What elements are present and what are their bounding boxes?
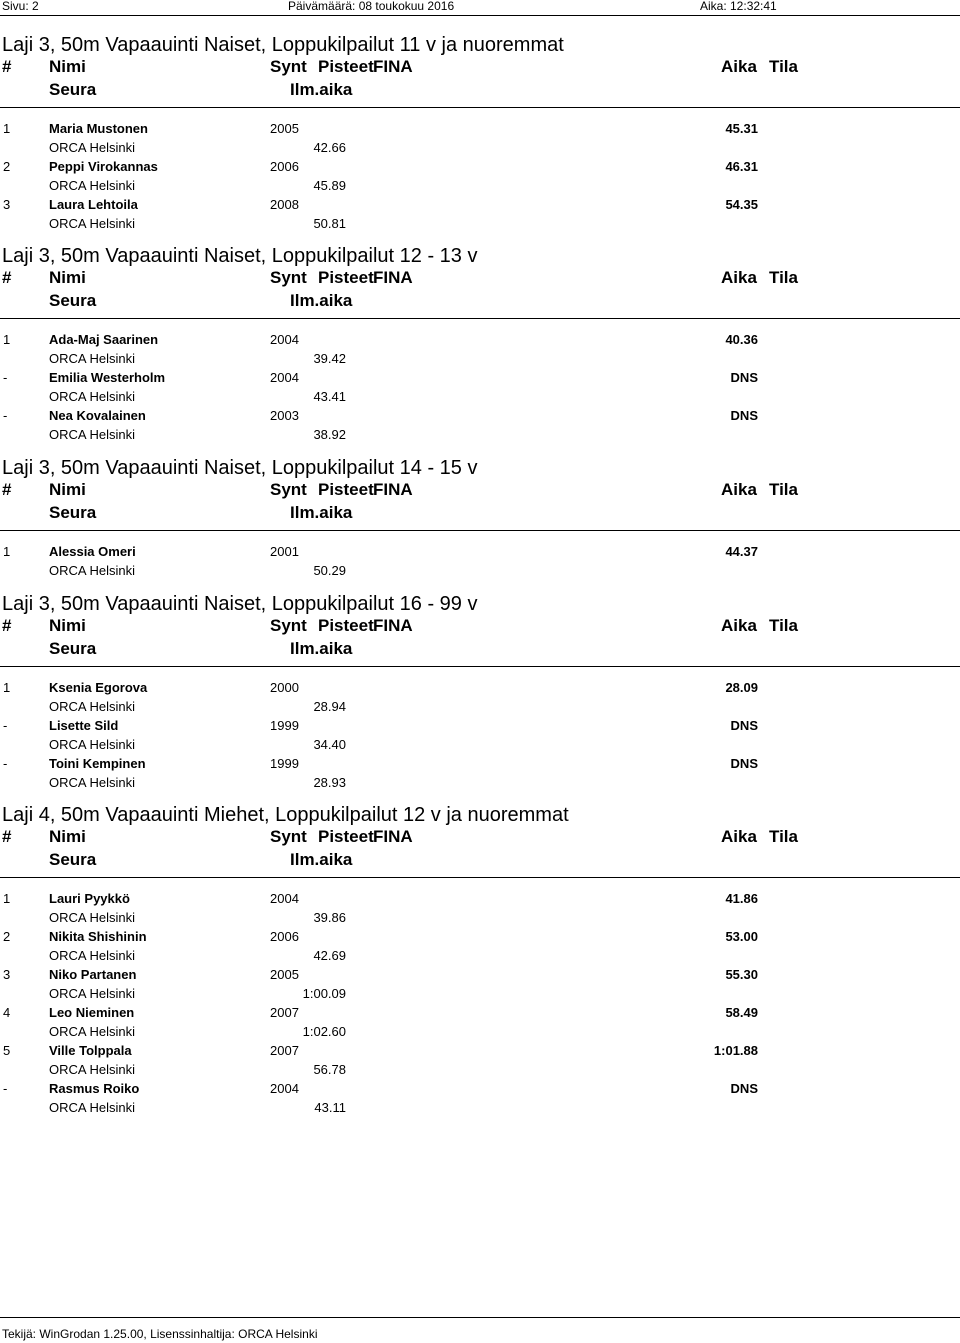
column-header-entry-time: Ilm.aika <box>290 850 353 869</box>
result-row <box>0 408 960 446</box>
club-name: ORCA Helsinki <box>49 1062 135 1077</box>
column-header-birth-year: Synt <box>270 268 307 287</box>
birth-year: 1999 <box>270 718 299 733</box>
birth-year: 2001 <box>270 544 299 559</box>
result-rank: - <box>3 370 8 385</box>
result-row <box>0 1005 960 1043</box>
column-header-club: Seura <box>49 503 97 522</box>
club-name: ORCA Helsinki <box>49 216 135 231</box>
swimmer-name: Ada-Maj Saarinen <box>49 332 159 347</box>
swimmer-name: Maria Mustonen <box>49 121 148 136</box>
club-name: ORCA Helsinki <box>49 775 135 790</box>
column-header-club: Seura <box>49 639 97 658</box>
swimmer-name: Leo Nieminen <box>49 1005 135 1020</box>
column-header-points: Pisteet <box>318 268 374 287</box>
club-name: ORCA Helsinki <box>49 699 135 714</box>
result-time: 55.30 <box>725 967 758 982</box>
event-title: Laji 3, 50m Vapaauinti Naiset, Loppukilpailut 11 v ja nuoremmat <box>2 34 564 56</box>
birth-year: 2008 <box>270 197 299 212</box>
result-rows <box>0 680 960 794</box>
result-time: DNS <box>730 1081 758 1096</box>
result-time: DNS <box>730 370 758 385</box>
event-title: Laji 3, 50m Vapaauinti Naiset, Loppukilpailut 14 - 15 v <box>2 457 478 479</box>
result-time: 41.86 <box>725 891 758 906</box>
column-header-time: Aika <box>721 827 757 846</box>
footer-divider <box>0 1317 960 1318</box>
club-name: ORCA Helsinki <box>49 140 135 155</box>
column-header-name: Nimi <box>49 827 86 846</box>
header-rule <box>0 318 960 319</box>
swimmer-name: Toini Kempinen <box>49 756 146 771</box>
result-rank: 1 <box>3 680 11 695</box>
column-header-time: Aika <box>721 268 757 287</box>
column-header-rank: # <box>2 827 12 846</box>
entry-time: 1:02.60 <box>302 1024 346 1039</box>
column-header-status: Tila <box>769 616 798 635</box>
result-rank: 1 <box>3 332 11 347</box>
result-time: 58.49 <box>725 1005 758 1020</box>
result-row <box>0 121 960 159</box>
club-name: ORCA Helsinki <box>49 178 135 193</box>
column-header-entry-time: Ilm.aika <box>290 291 353 310</box>
birth-year: 2004 <box>270 370 299 385</box>
column-header-status: Tila <box>769 480 798 499</box>
result-rank: - <box>3 1081 8 1096</box>
result-time: DNS <box>730 718 758 733</box>
club-name: ORCA Helsinki <box>49 948 135 963</box>
column-header-status: Tila <box>769 268 798 287</box>
result-time: 45.31 <box>725 121 758 136</box>
result-rank: 3 <box>3 197 11 212</box>
result-row <box>0 756 960 794</box>
result-rows <box>0 544 960 582</box>
result-rank: 1 <box>3 891 11 906</box>
result-time: 44.37 <box>725 544 758 559</box>
entry-time: 45.89 <box>313 178 346 193</box>
birth-year: 2006 <box>270 159 299 174</box>
header-rule <box>0 666 960 667</box>
column-header-status: Tila <box>769 827 798 846</box>
result-rank: 3 <box>3 967 11 982</box>
entry-time: 39.42 <box>313 351 346 366</box>
birth-year: 2006 <box>270 929 299 944</box>
swimmer-name: Lauri Pyykkö <box>49 891 130 906</box>
result-rank: 1 <box>3 544 11 559</box>
swimmer-name: Lisette Sild <box>49 718 119 733</box>
result-row <box>0 159 960 197</box>
entry-time: 38.92 <box>313 427 346 442</box>
club-name: ORCA Helsinki <box>49 427 135 442</box>
birth-year: 2004 <box>270 1081 299 1096</box>
entry-time: 28.94 <box>313 699 346 714</box>
column-header-fina: FINA <box>373 616 413 635</box>
column-header-birth-year: Synt <box>270 827 307 846</box>
result-row <box>0 332 960 370</box>
swimmer-name: Nikita Shishinin <box>49 929 147 944</box>
birth-year: 2003 <box>270 408 299 423</box>
birth-year: 2004 <box>270 891 299 906</box>
event-title: Laji 4, 50m Vapaauinti Miehet, Loppukilpailut 12 v ja nuoremmat <box>2 804 569 826</box>
column-header-points: Pisteet <box>318 616 374 635</box>
swimmer-name: Laura Lehtoila <box>49 197 138 212</box>
column-header-birth-year: Synt <box>270 57 307 76</box>
event-title: Laji 3, 50m Vapaauinti Naiset, Loppukilpailut 16 - 99 v <box>2 593 478 615</box>
result-time: 28.09 <box>725 680 758 695</box>
column-header-rank: # <box>2 268 12 287</box>
club-name: ORCA Helsinki <box>49 351 135 366</box>
birth-year: 1999 <box>270 756 299 771</box>
club-name: ORCA Helsinki <box>49 1024 135 1039</box>
column-header-status: Tila <box>769 57 798 76</box>
header-rule <box>0 877 960 878</box>
column-header-name: Nimi <box>49 268 86 287</box>
result-row <box>0 718 960 756</box>
print-date: Päivämäärä: 08 toukokuu 2016 <box>288 0 455 13</box>
header-rule <box>0 107 960 108</box>
result-row <box>0 1081 960 1119</box>
result-time: 1:01.88 <box>713 1043 758 1058</box>
swimmer-name: Nea Kovalainen <box>49 408 146 423</box>
column-header-time: Aika <box>721 616 757 635</box>
column-header-name: Nimi <box>49 616 86 635</box>
column-header-time: Aika <box>721 57 757 76</box>
result-row <box>0 544 960 582</box>
result-rank: 1 <box>3 121 11 136</box>
club-name: ORCA Helsinki <box>49 389 135 404</box>
page-footer: Tekijä: WinGrodan 1.25.00, Lisenssinhaltija: ORCA Helsinki <box>2 1327 318 1341</box>
entry-time: 42.69 <box>313 948 346 963</box>
column-header-entry-time: Ilm.aika <box>290 503 353 522</box>
entry-time: 43.41 <box>313 389 346 404</box>
entry-time: 34.40 <box>313 737 346 752</box>
club-name: ORCA Helsinki <box>49 737 135 752</box>
result-row <box>0 197 960 235</box>
column-header-name: Nimi <box>49 57 86 76</box>
result-rank: - <box>3 756 8 771</box>
result-row <box>0 680 960 718</box>
result-rows <box>0 332 960 446</box>
column-header-entry-time: Ilm.aika <box>290 639 353 658</box>
page-header <box>0 0 960 12</box>
result-row <box>0 370 960 408</box>
column-header-points: Pisteet <box>318 827 374 846</box>
result-time: DNS <box>730 756 758 771</box>
birth-year: 2007 <box>270 1043 299 1058</box>
result-row <box>0 1043 960 1081</box>
result-time: 54.35 <box>725 197 758 212</box>
entry-time: 50.81 <box>313 216 346 231</box>
entry-time: 50.29 <box>313 563 346 578</box>
result-rank: - <box>3 408 8 423</box>
entry-time: 56.78 <box>313 1062 346 1077</box>
event-title: Laji 3, 50m Vapaauinti Naiset, Loppukilpailut 12 - 13 v <box>2 245 478 267</box>
swimmer-name: Ksenia Egorova <box>49 680 148 695</box>
column-header-points: Pisteet <box>318 480 374 499</box>
result-row <box>0 891 960 929</box>
column-header-rank: # <box>2 57 12 76</box>
column-header-points: Pisteet <box>318 57 374 76</box>
result-rank: 5 <box>3 1043 11 1058</box>
column-header-fina: FINA <box>373 480 413 499</box>
result-rows <box>0 891 960 1119</box>
header-divider <box>0 15 960 16</box>
column-header-time: Aika <box>721 480 757 499</box>
column-header-entry-time: Ilm.aika <box>290 80 353 99</box>
result-rank: 2 <box>3 159 11 174</box>
club-name: ORCA Helsinki <box>49 986 135 1001</box>
column-header-club: Seura <box>49 80 97 99</box>
result-row <box>0 967 960 1005</box>
column-header-birth-year: Synt <box>270 616 307 635</box>
club-name: ORCA Helsinki <box>49 563 135 578</box>
swimmer-name: Emilia Westerholm <box>49 370 166 385</box>
column-header-rank: # <box>2 480 12 499</box>
column-header-club: Seura <box>49 850 97 869</box>
swimmer-name: Niko Partanen <box>49 967 137 982</box>
birth-year: 2000 <box>270 680 299 695</box>
birth-year: 2004 <box>270 332 299 347</box>
result-time: 46.31 <box>725 159 758 174</box>
entry-time: 43.11 <box>314 1100 346 1115</box>
column-header-birth-year: Synt <box>270 480 307 499</box>
birth-year: 2005 <box>270 121 299 136</box>
column-header-name: Nimi <box>49 480 86 499</box>
entry-time: 39.86 <box>313 910 346 925</box>
entry-time: 42.66 <box>313 140 346 155</box>
result-time: DNS <box>730 408 758 423</box>
club-name: ORCA Helsinki <box>49 1100 135 1115</box>
swimmer-name: Rasmus Roiko <box>49 1081 140 1096</box>
result-rank: 4 <box>3 1005 11 1020</box>
birth-year: 2005 <box>270 967 299 982</box>
result-rank: - <box>3 718 8 733</box>
swimmer-name: Alessia Omeri <box>49 544 136 559</box>
header-rule <box>0 530 960 531</box>
swimmer-name: Peppi Virokannas <box>49 159 158 174</box>
entry-time: 1:00.09 <box>302 986 346 1001</box>
result-time: 53.00 <box>725 929 758 944</box>
print-time: Aika: 12:32:41 <box>700 0 777 13</box>
column-header-fina: FINA <box>373 268 413 287</box>
entry-time: 28.93 <box>313 775 346 790</box>
club-name: ORCA Helsinki <box>49 910 135 925</box>
result-row <box>0 929 960 967</box>
birth-year: 2007 <box>270 1005 299 1020</box>
result-rank: 2 <box>3 929 11 944</box>
page-number: Sivu: 2 <box>2 0 39 13</box>
column-header-club: Seura <box>49 291 97 310</box>
result-time: 40.36 <box>725 332 758 347</box>
result-rows <box>0 121 960 235</box>
column-header-fina: FINA <box>373 827 413 846</box>
swimmer-name: Ville Tolppala <box>49 1043 132 1058</box>
column-header-fina: FINA <box>373 57 413 76</box>
column-header-rank: # <box>2 616 12 635</box>
